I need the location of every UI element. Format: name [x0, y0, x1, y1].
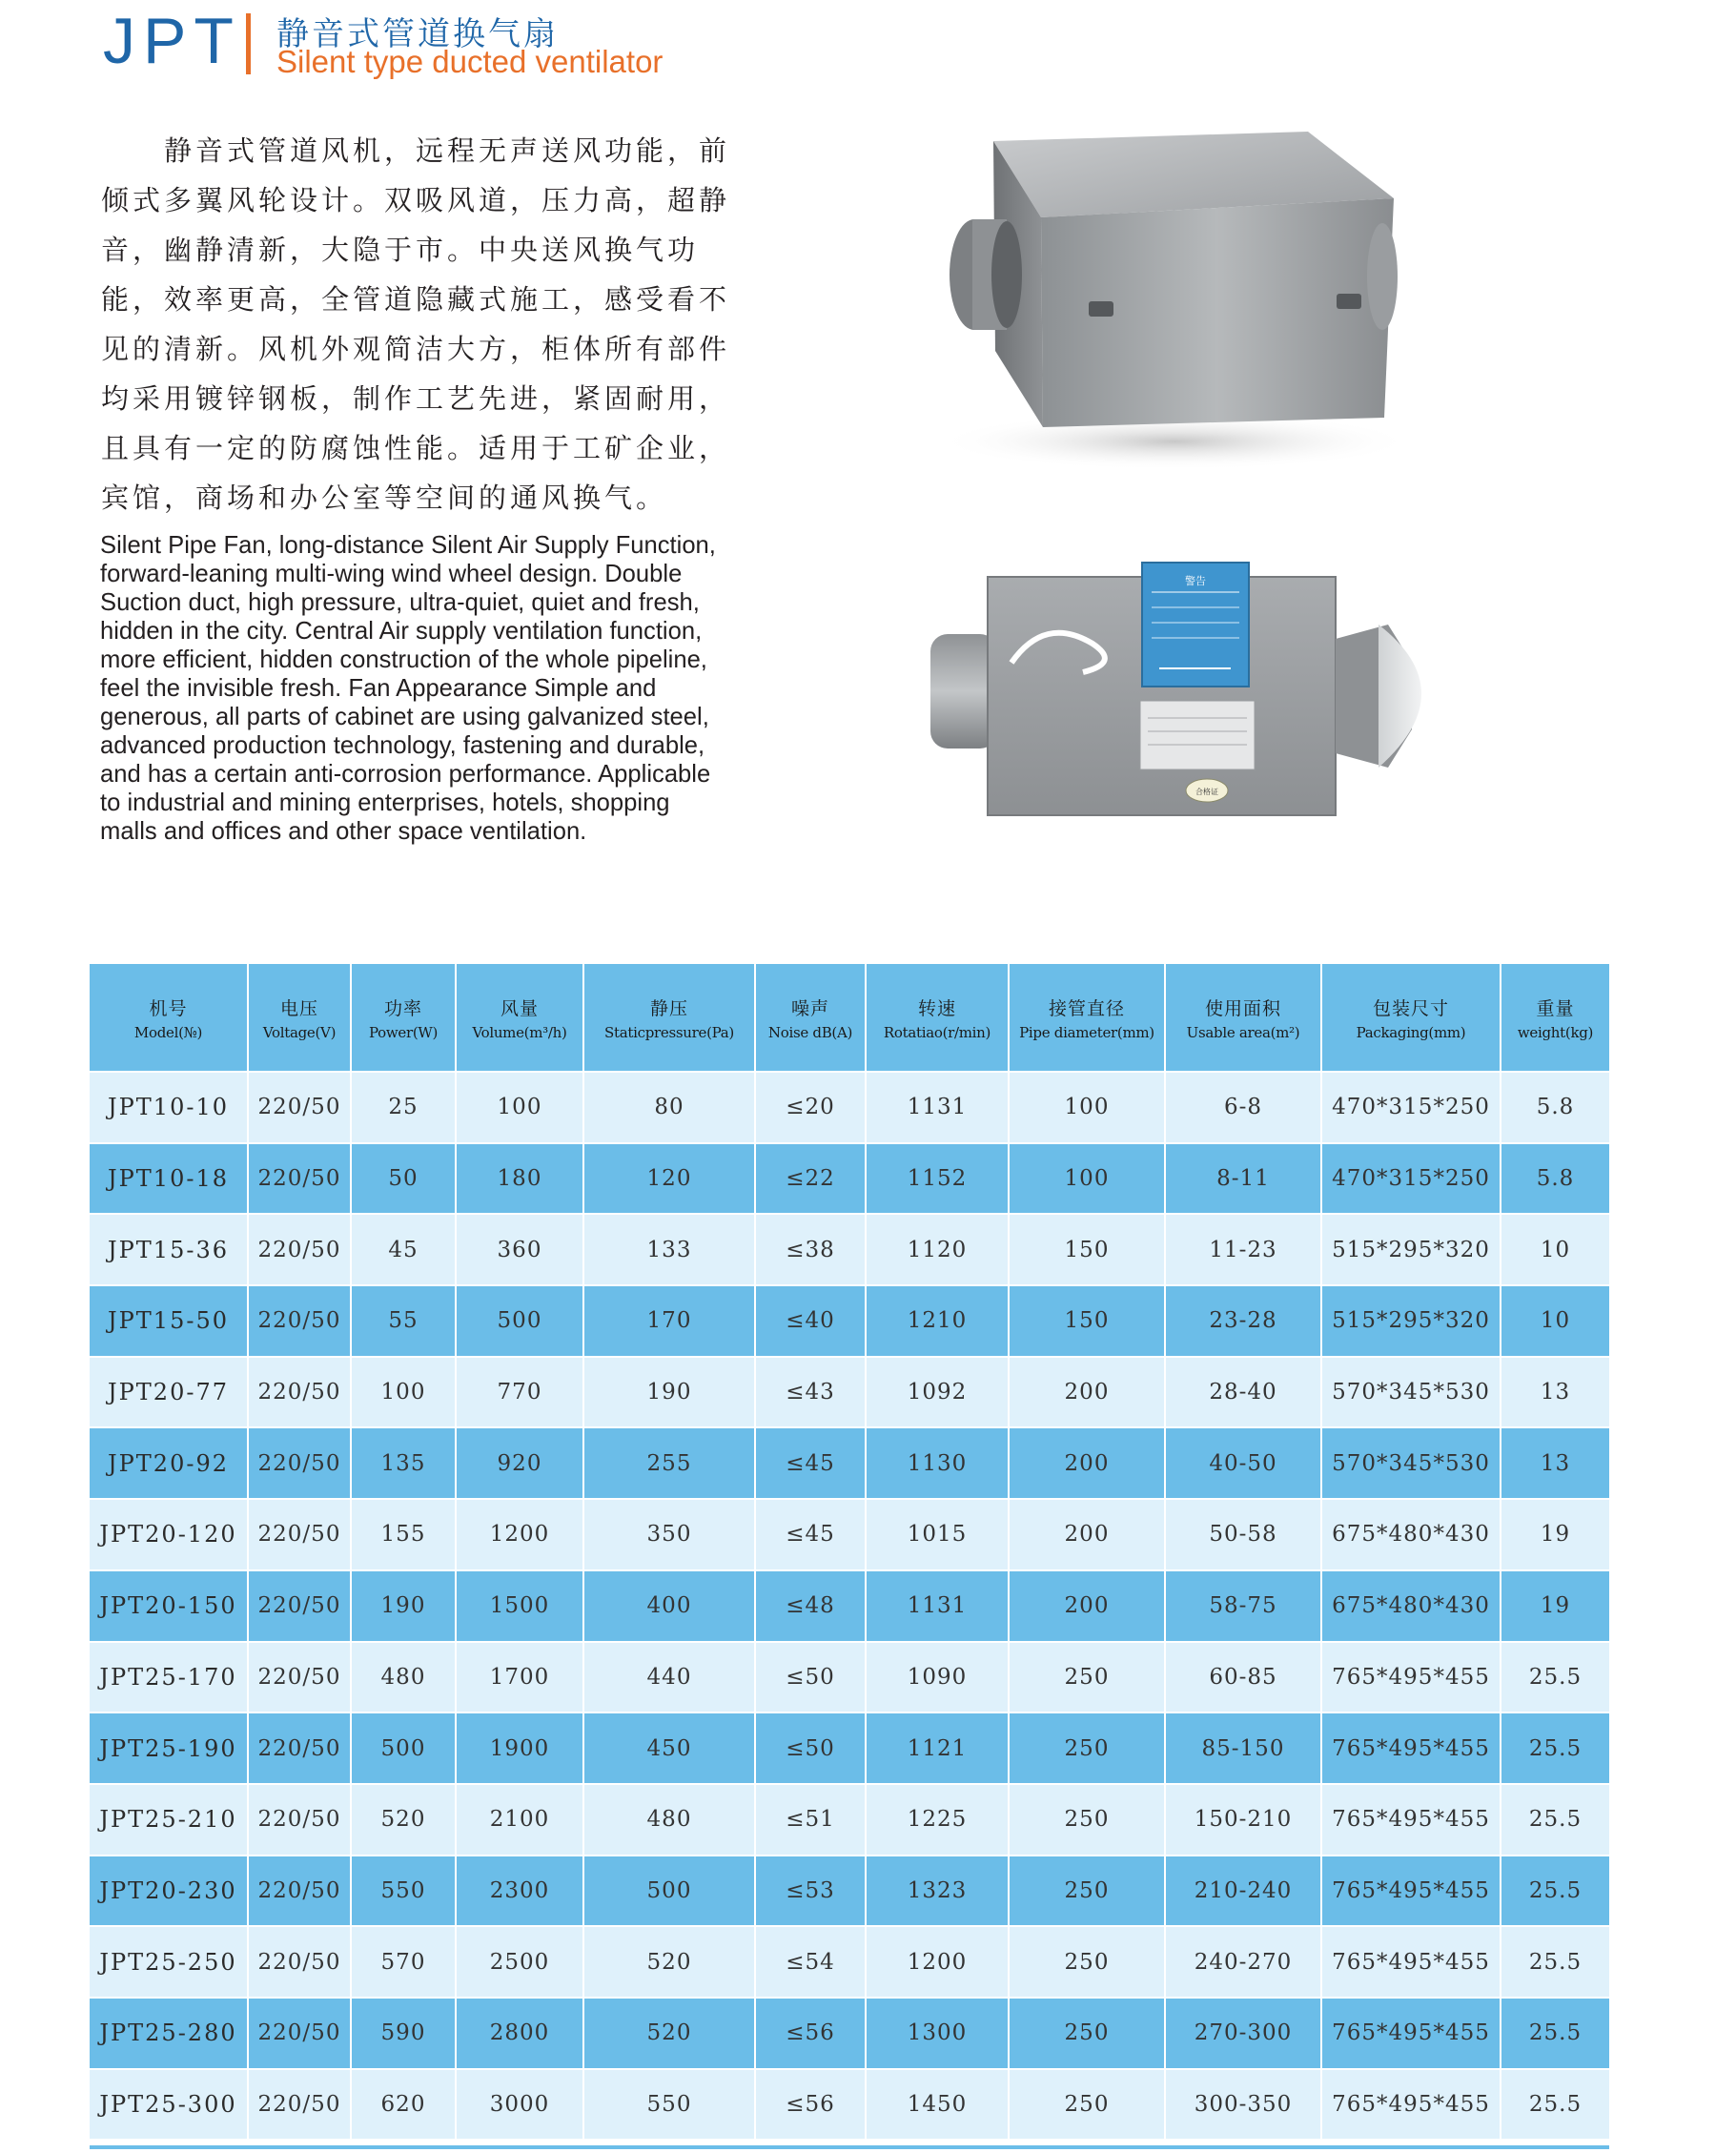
table-cell: 8-11 — [1165, 1143, 1321, 1215]
column-header-cn: 转速 — [917, 997, 956, 1019]
table-cell: 100 — [456, 1072, 583, 1143]
table-cell: 220/50 — [248, 1856, 351, 1927]
table-cell: 765*495*455 — [1321, 1712, 1501, 1784]
table-cell: 1210 — [866, 1285, 1009, 1357]
table-cell: 765*495*455 — [1321, 1642, 1501, 1713]
table-cell: 25.5 — [1501, 1856, 1609, 1927]
table-cell: 11-23 — [1165, 1214, 1321, 1285]
table-cell: 570 — [351, 1926, 456, 1998]
column-header-en: Volume(m³/h) — [472, 1023, 567, 1041]
table-cell: ≤54 — [755, 1926, 866, 1998]
model-cell: JPT25-170 — [90, 1642, 248, 1713]
model-cell: JPT25-190 — [90, 1712, 248, 1784]
table-cell: 28-40 — [1165, 1357, 1321, 1428]
title-divider — [246, 13, 251, 74]
column-header-en: Noise dB(A) — [767, 1023, 853, 1041]
table-cell: 250 — [1009, 1856, 1165, 1927]
table-cell: 58-75 — [1165, 1570, 1321, 1642]
table-cell: 240-270 — [1165, 1926, 1321, 1998]
table-cell: 180 — [456, 1143, 583, 1215]
column-header-en: Packaging(mm) — [1356, 1023, 1466, 1041]
table-cell: 1121 — [866, 1712, 1009, 1784]
table-cell: 220/50 — [248, 1499, 351, 1570]
table-cell: 220/50 — [248, 1285, 351, 1357]
table-cell: ≤48 — [755, 1570, 866, 1642]
column-header-en: Model(№) — [133, 1023, 203, 1041]
table-cell: 50 — [351, 1143, 456, 1215]
table-cell: 1300 — [866, 1998, 1009, 2069]
table-cell: 133 — [583, 1214, 755, 1285]
table-cell: 470*315*250 — [1321, 1143, 1501, 1215]
table-cell: ≤45 — [755, 1427, 866, 1499]
table-cell: 765*495*455 — [1321, 1926, 1501, 1998]
table-cell: 1152 — [866, 1143, 1009, 1215]
table-cell: ≤50 — [755, 1642, 866, 1713]
column-header-en: Rotatiao(r/min) — [883, 1023, 991, 1041]
description-english: Silent Pipe Fan, long-distance Silent Air Supply Function, forward-leaning multi-wing wind wheel design. Double Suction duct, high pressure, ultra-quiet, quiet and fresh, hidden in the city. Central Air supply ventilation function, more efficient, hidden construction of the whole pipeline, feel the invisible fresh. Fan Appearance Simple and generous, all parts of cabinet are using galvanized steel, advanced production technology, fastening and durable, and has a certain anti-corrosion performance. Applicable to industrial and mining enterprises, hotels, shopping malls and offices and other space ventilation. — [100, 532, 716, 845]
table-cell: 2300 — [456, 1856, 583, 1927]
product-image-side — [930, 558, 1457, 834]
table-cell: 220/50 — [248, 1642, 351, 1713]
title-chinese: 静音式管道换气扇 — [276, 15, 559, 53]
table-cell: 220/50 — [248, 1427, 351, 1499]
model-cell: JPT20-230 — [90, 1856, 248, 1927]
column-header-en: weight(kg) — [1517, 1023, 1594, 1041]
table-cell: 1450 — [866, 2069, 1009, 2141]
table-cell: 620 — [351, 2069, 456, 2141]
table-cell: 220/50 — [248, 1926, 351, 1998]
table-cell: 200 — [1009, 1357, 1165, 1428]
title-english: Silent type ducted ventilator — [276, 44, 664, 79]
table-cell: 500 — [351, 1712, 456, 1784]
column-header-cn: 风量 — [500, 997, 539, 1019]
table-cell: 360 — [456, 1214, 583, 1285]
table-cell: 135 — [351, 1427, 456, 1499]
table-cell: 5.8 — [1501, 1143, 1609, 1215]
table-cell: 765*495*455 — [1321, 2069, 1501, 2141]
table-cell: 120 — [583, 1143, 755, 1215]
table-cell: 770 — [456, 1357, 583, 1428]
table-cell: 25.5 — [1501, 1712, 1609, 1784]
column-header — [1165, 964, 1321, 1072]
table-cell: 10 — [1501, 1214, 1609, 1285]
product-image-top — [936, 132, 1413, 475]
table-cell: 765*495*455 — [1321, 1856, 1501, 1927]
table-cell: 10 — [1501, 1285, 1609, 1357]
table-row — [90, 1642, 1609, 1713]
table-cell: 55 — [351, 1285, 456, 1357]
table-cell: 590 — [351, 1998, 456, 2069]
table-cell: 150 — [1009, 1214, 1165, 1285]
column-header — [583, 964, 755, 1072]
table-row — [90, 1072, 1609, 1143]
table-cell: 480 — [351, 1642, 456, 1713]
table-cell: 920 — [456, 1427, 583, 1499]
table-cell: 675*480*430 — [1321, 1570, 1501, 1642]
table-row — [90, 1285, 1609, 1357]
table-cell: 25.5 — [1501, 1642, 1609, 1713]
table-cell: 250 — [1009, 1998, 1165, 2069]
table-row — [90, 1926, 1609, 1998]
table-cell: 220/50 — [248, 1214, 351, 1285]
table-row — [90, 1214, 1609, 1285]
table-cell: 50-58 — [1165, 1499, 1321, 1570]
column-header — [351, 964, 456, 1072]
table-cell: 85-150 — [1165, 1712, 1321, 1784]
table-cell: 190 — [583, 1357, 755, 1428]
column-header — [1321, 964, 1501, 1072]
table-cell: 1200 — [866, 1926, 1009, 1998]
table-cell: 155 — [351, 1499, 456, 1570]
table-cell: 100 — [1009, 1072, 1165, 1143]
column-header-cn: 噪声 — [790, 997, 829, 1019]
table-row — [90, 1712, 1609, 1784]
table-cell: 220/50 — [248, 1143, 351, 1215]
table-cell: 515*295*320 — [1321, 1214, 1501, 1285]
table-cell: ≤53 — [755, 1856, 866, 1927]
table-cell: 470*315*250 — [1321, 1072, 1501, 1143]
model-cell: JPT20-150 — [90, 1570, 248, 1642]
table-cell: 1900 — [456, 1712, 583, 1784]
model-cell: JPT10-18 — [90, 1143, 248, 1215]
table-cell: ≤45 — [755, 1499, 866, 1570]
table-row — [90, 1784, 1609, 1856]
table-cell: 220/50 — [248, 2069, 351, 2141]
table-cell: 520 — [351, 1784, 456, 1856]
table-cell: 1500 — [456, 1570, 583, 1642]
table-cell: 1130 — [866, 1427, 1009, 1499]
table-cell: 250 — [1009, 2069, 1165, 2141]
model-cell: JPT25-280 — [90, 1998, 248, 2069]
model-cell: JPT25-300 — [90, 2069, 248, 2141]
table-cell: 3000 — [456, 2069, 583, 2141]
column-header-cn: 重量 — [1536, 997, 1575, 1019]
table-cell: ≤43 — [755, 1357, 866, 1428]
column-header-en: Power(W) — [368, 1023, 439, 1041]
table-cell: 400 — [583, 1570, 755, 1642]
column-header-en: Pipe diameter(mm) — [1019, 1023, 1154, 1041]
table-cell: 6-8 — [1165, 1072, 1321, 1143]
table-cell: 19 — [1501, 1570, 1609, 1642]
column-header — [1501, 964, 1609, 1072]
column-header — [866, 964, 1009, 1072]
model-cell: JPT20-77 — [90, 1357, 248, 1428]
table-cell: 150-210 — [1165, 1784, 1321, 1856]
column-header-cn: 机号 — [149, 997, 188, 1019]
table-cell: 1092 — [866, 1357, 1009, 1428]
table-cell: ≤20 — [755, 1072, 866, 1143]
table-cell: 2500 — [456, 1926, 583, 1998]
table-row — [90, 1357, 1609, 1428]
table-cell: 200 — [1009, 1570, 1165, 1642]
table-cell: 25.5 — [1501, 1784, 1609, 1856]
table-cell: 60-85 — [1165, 1642, 1321, 1713]
table-cell: 520 — [583, 1926, 755, 1998]
table-cell: 2100 — [456, 1784, 583, 1856]
table-cell: 570*345*530 — [1321, 1427, 1501, 1499]
table-cell: 675*480*430 — [1321, 1499, 1501, 1570]
table-cell: 550 — [583, 2069, 755, 2141]
model-cell: JPT20-120 — [90, 1499, 248, 1570]
table-cell: 550 — [351, 1856, 456, 1927]
table-cell: 1015 — [866, 1499, 1009, 1570]
model-cell: JPT25-250 — [90, 1926, 248, 1998]
table-cell: 5.8 — [1501, 1072, 1609, 1143]
table-cell: 150 — [1009, 1285, 1165, 1357]
table-cell: 100 — [1009, 1143, 1165, 1215]
table-cell: 80 — [583, 1072, 755, 1143]
table-row — [90, 2069, 1609, 2141]
table-cell: 300-350 — [1165, 2069, 1321, 2141]
table-cell: ≤50 — [755, 1712, 866, 1784]
table-row — [90, 1143, 1609, 1215]
column-header — [456, 964, 583, 1072]
column-header — [755, 964, 866, 1072]
table-cell: ≤56 — [755, 1998, 866, 2069]
column-header — [90, 964, 248, 1072]
table-cell: 1700 — [456, 1642, 583, 1713]
table-cell: 100 — [351, 1357, 456, 1428]
table-cell: 1200 — [456, 1499, 583, 1570]
table-cell: 765*495*455 — [1321, 1998, 1501, 2069]
table-row — [90, 1427, 1609, 1499]
table-row — [90, 1499, 1609, 1570]
column-header — [1009, 964, 1165, 1072]
model-cell: JPT15-36 — [90, 1214, 248, 1285]
column-header-en: Staticpressure(Pa) — [604, 1023, 734, 1041]
table-cell: 2800 — [456, 1998, 583, 2069]
table-cell: 25.5 — [1501, 1998, 1609, 2069]
table-row — [90, 1570, 1609, 1642]
table-cell: ≤40 — [755, 1285, 866, 1357]
table-cell: 25.5 — [1501, 2069, 1609, 2141]
table-cell: ≤56 — [755, 2069, 866, 2141]
table-cell: 13 — [1501, 1357, 1609, 1428]
table-cell: 40-50 — [1165, 1427, 1321, 1499]
model-cell: JPT15-50 — [90, 1285, 248, 1357]
table-cell: 350 — [583, 1499, 755, 1570]
table-cell: 1120 — [866, 1214, 1009, 1285]
table-cell: 520 — [583, 1998, 755, 2069]
table-cell: 1131 — [866, 1570, 1009, 1642]
table-cell: 1090 — [866, 1642, 1009, 1713]
table-cell: 210-240 — [1165, 1856, 1321, 1927]
table-header-row — [90, 964, 1609, 1072]
table-cell: 220/50 — [248, 1357, 351, 1428]
table-cell: 515*295*320 — [1321, 1285, 1501, 1357]
table-cell: 220/50 — [248, 1998, 351, 2069]
table-bottom-line — [90, 2145, 1609, 2149]
model-cell: JPT10-10 — [90, 1072, 248, 1143]
table-cell: ≤22 — [755, 1143, 866, 1215]
table-cell: 450 — [583, 1712, 755, 1784]
column-header-cn: 使用面积 — [1204, 997, 1281, 1019]
table-cell: 23-28 — [1165, 1285, 1321, 1357]
table-cell: ≤38 — [755, 1214, 866, 1285]
table-cell: 570*345*530 — [1321, 1357, 1501, 1428]
table-cell: 480 — [583, 1784, 755, 1856]
table-cell: 440 — [583, 1642, 755, 1713]
table-cell: 500 — [583, 1856, 755, 1927]
table-body — [90, 1072, 1609, 2140]
table-cell: 255 — [583, 1427, 755, 1499]
table-cell: 270-300 — [1165, 1998, 1321, 2069]
table-cell: 250 — [1009, 1784, 1165, 1856]
column-header-cn: 静压 — [649, 997, 688, 1019]
warning-label: 警告 — [1185, 575, 1206, 587]
table-cell: 1323 — [866, 1856, 1009, 1927]
table-cell: 45 — [351, 1214, 456, 1285]
column-header-cn: 包装尺寸 — [1372, 997, 1449, 1019]
column-header — [248, 964, 351, 1072]
column-header-cn: 功率 — [383, 997, 422, 1019]
table-cell: 200 — [1009, 1499, 1165, 1570]
table-cell: ≤51 — [755, 1784, 866, 1856]
table-cell: 250 — [1009, 1642, 1165, 1713]
brand-logo: JPT — [103, 5, 241, 77]
table-cell: 250 — [1009, 1712, 1165, 1784]
table-cell: 220/50 — [248, 1072, 351, 1143]
table-row — [90, 1998, 1609, 2069]
model-cell: JPT25-210 — [90, 1784, 248, 1856]
spec-table — [90, 964, 1609, 2141]
table-cell: 765*495*455 — [1321, 1784, 1501, 1856]
table-cell: 25.5 — [1501, 1926, 1609, 1998]
column-header-en: Voltage(V) — [262, 1023, 337, 1041]
table-cell: 190 — [351, 1570, 456, 1642]
table-cell: 220/50 — [248, 1712, 351, 1784]
model-cell: JPT20-92 — [90, 1427, 248, 1499]
column-header-en: Usable area(m²) — [1186, 1023, 1300, 1041]
table-cell: 250 — [1009, 1926, 1165, 1998]
table-cell: 19 — [1501, 1499, 1609, 1570]
column-header-cn: 电压 — [279, 997, 318, 1019]
table-cell: 220/50 — [248, 1570, 351, 1642]
table-cell: 200 — [1009, 1427, 1165, 1499]
description-chinese: 静音式管道风机，远程无声送风功能，前倾式多翼风轮设计。双吸风道，压力高，超静音，幽静清新，大隐于市。中央送风换气功能，效率更高，全管道隐藏式施工，感受看不见的清新。风机外观简洁大方，柜体所有部件均采用镀锌钢板，制作工艺先进，紧固耐用，且具有一定的防腐蚀性能。适用于工矿企业，宾馆，商场和办公室等空间的通风换气。 — [101, 134, 731, 514]
table-cell: 1225 — [866, 1784, 1009, 1856]
table-cell: 13 — [1501, 1427, 1609, 1499]
table-row — [90, 1856, 1609, 1927]
table-cell: 500 — [456, 1285, 583, 1357]
table-cell: 220/50 — [248, 1784, 351, 1856]
table-cell: 25 — [351, 1072, 456, 1143]
table-cell: 1131 — [866, 1072, 1009, 1143]
pass-label: 合格证 — [1195, 788, 1218, 796]
table-cell: 170 — [583, 1285, 755, 1357]
column-header-cn: 接管直径 — [1048, 997, 1125, 1019]
